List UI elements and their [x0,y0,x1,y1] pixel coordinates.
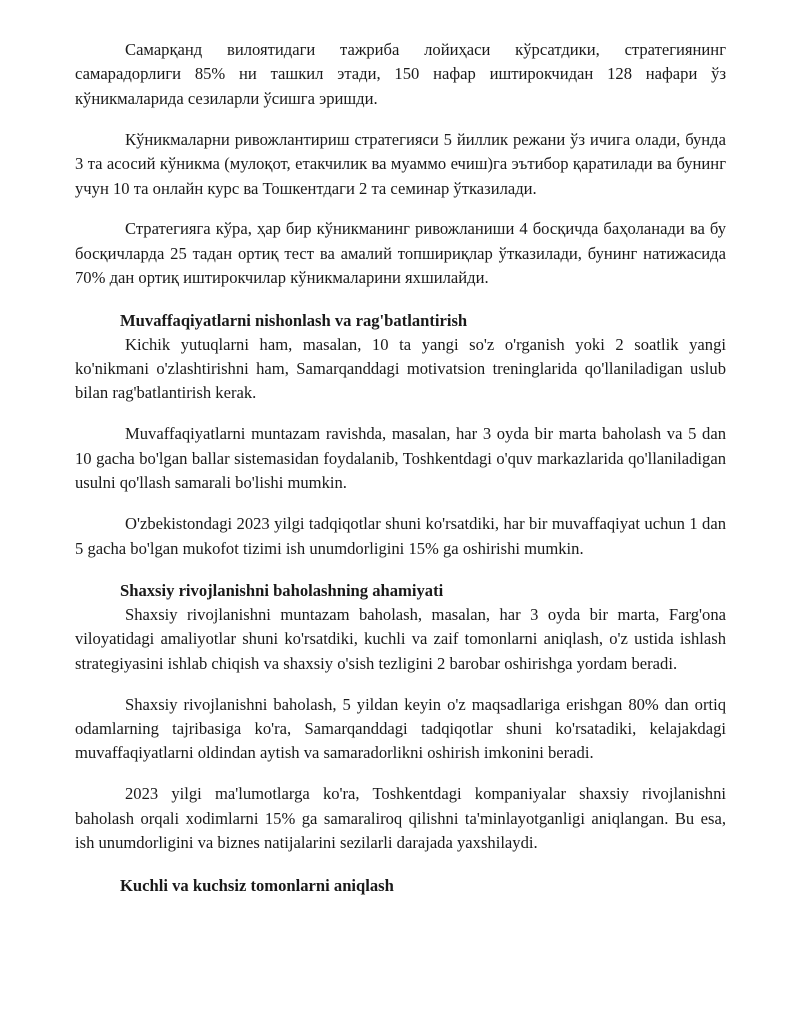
paragraph-2023-data: 2023 yilgi ma'lumotlarga ko'ra, Toshkentdagi kompaniyalar shaxsiy rivojlanishni baholash orqali xodimlarni 15% ga samaraliroq qilishni ta'minlayotganligi aniqlangan. Bu esa, ish unumdorligini va biznes natijalarini sezilarli darajada yaxshilaydi. [75,784,726,853]
paragraph-strategy-stages: Стратегияга кўра, ҳар бир кўникманинг ривожланиши 4 босқичда баҳоланади ва бу босқичларда 25 тадан ортиқ тест ва амалий топшириқлар ўтказилади, бунинг натижасида 70% дан ортиқ иштирокчилар кўникмаларини яхшилайди. [75,219,726,288]
paragraph-regular-assessment: Muvaffaqiyatlarni muntazam ravishda, masalan, har 3 oyda bir marta baholash va 5 dan 10 gacha bo'lgan ballar sistemasidan foydalanib, Toshkentdagi o'quv markazlarida qo'llaniladigan usulni qo'llash samarali bo'lishi mumkin. [75,424,726,493]
paragraph-reward-system-research: O'zbekistondagi 2023 yilgi tadqiqotlar shuni ko'rsatdiki, har bir muvaffaqiyat uchun 1 dan 5 gacha bo'lgan mukofot tizimi ish unumdorligini 15% ga oshirishi mumkin. [75,514,726,558]
paragraph-small-achievements: Kichik yutuqlarni ham, masalan, 10 ta yangi so'z o'rganish yoki 2 soatlik yangi ko'nikmani o'zlashtirishni ham, Samarqanddagi motivatsion treninglarida qo'llaniladigan uslub bilan rag'batlantirish kerak. [75,334,726,403]
paragraph-samarkand-project: Самарқанд вилоятидаги тажриба лойиҳаси кўрсатдики, стратегиянинг самарадорлиги 85% ни ташкил этади, 150 нафар иштирокчидан 128 нафари ўз кўникмаларида сезиларли ўсишга эришди. [75,40,726,108]
document-page [75,38,726,898]
paragraph-skills-strategy: Кўникмаларни ривожлантириш стратегияси 5 йиллик режани ўз ичига олади, бунда 3 та асосий кўникма (мулоқот, етакчилик ва муаммо ечиш)га эътибор қаратилади ва бунинг учун 10 та онлайн курс ва Тошкентдаги 2 та семинар ўтказилади. [75,129,726,198]
section-heading-celebrating-success: Muvaffaqiyatlarni nishonlash va rag'batlantirish [120,310,468,330]
section-heading-strengths-weaknesses: Kuchli va kuchsiz tomonlarni aniqlash [120,875,394,895]
paragraph-evaluation-experience: Shaxsiy rivojlanishni baholash, 5 yildan keyin o'z maqsadlariga erishgan 80% dan ortiq odamlarning tajribasiga ko'ra, Samarqanddagi tadqiqotlar shuni ko'rsatadiki, kelajakdagi muvaffaqiyatlarni oldindan aytish va samaradorlikni oshirish imkonini beradi. [75,694,726,763]
paragraph-regular-evaluation: Shaxsiy rivojlanishni muntazam baholash, masalan, har 3 oyda bir marta, Farg'ona viloyatidagi amaliyotlar shuni ko'rsatdiki, kuchli va zaif tomonlarni aniqlash, o'z ustida ishlash strategiyasini ishlab chiqish va shaxsiy o'sish tezligini 2 barobar oshirishga yordam beradi. [75,604,726,673]
section-heading-personal-development: Shaxsiy rivojlanishni baholashning ahamiyati [120,580,444,600]
